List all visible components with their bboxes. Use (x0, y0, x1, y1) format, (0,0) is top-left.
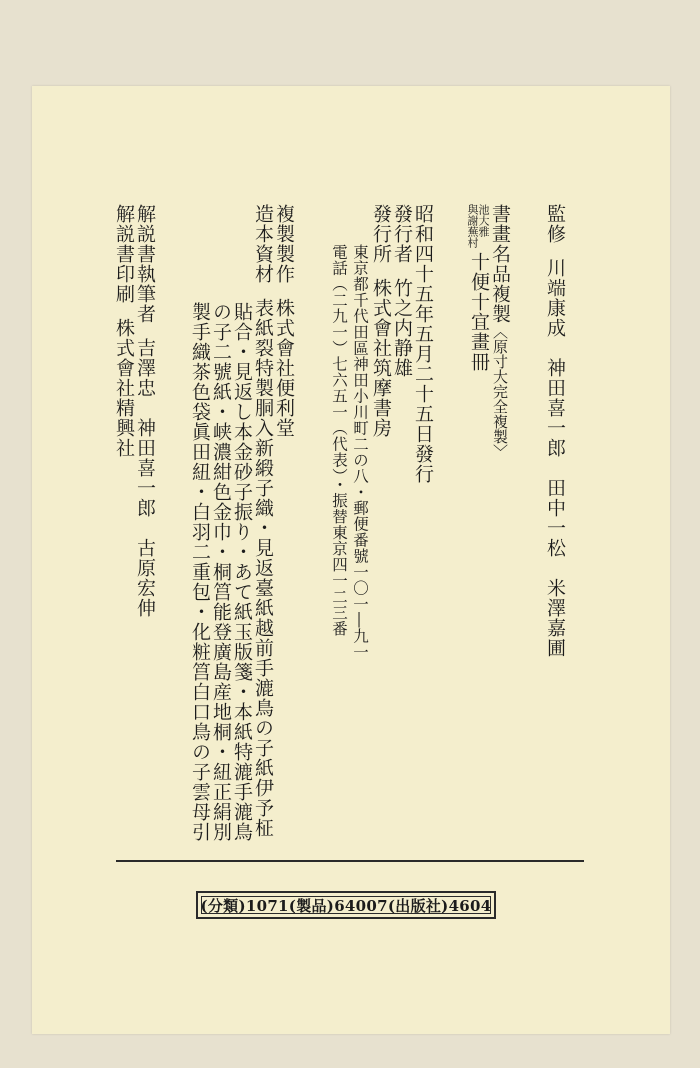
commentary-writers-names: 吉澤忠 神田喜一郎 古原宏伸 (134, 338, 156, 618)
reproduction-label: 複製製作 (273, 204, 295, 284)
materials-line-2: 貼合・見返し本金砂子振り・あて紙玉版箋・本紙特漉手漉鳥 (231, 302, 253, 842)
classification-code: (分類)1071(製品)64007(出版社)4604 (200, 896, 492, 915)
series-title: 書畫名品複製 (489, 204, 511, 324)
publisher-person-label: 發行者 (391, 204, 413, 264)
commentary-printer-label: 解説書印刷 (113, 204, 135, 304)
title-group (467, 204, 510, 844)
supervision-label: 監修 (544, 204, 566, 244)
publisher-phone: 電話（二九一）七六五一（代表）・振替東京四一二三番 (330, 244, 348, 637)
reproduction-line (273, 204, 294, 844)
commentary-printer-line (113, 204, 134, 844)
publisher-company-name: 株式會社筑摩書房 (370, 278, 392, 438)
work-title: 十便十宜畫冊 (468, 252, 490, 372)
work-authors (467, 204, 489, 248)
publisher-company-line (370, 204, 391, 844)
series-line (489, 204, 510, 844)
materials-text-1: 表紙裂特製胴入新緞子織・見返臺紙越前手漉鳥の子紙伊予柾 (252, 298, 274, 838)
materials-label: 造本資材 (252, 204, 274, 284)
header-group (544, 204, 565, 844)
author-yosa-buson: 與謝蕪村 (466, 204, 479, 248)
publisher-address: 東京都千代田區神田小川町二の八・郵便番號一〇一―九一 (351, 244, 369, 660)
series-note: 〈原寸大完全複製〉 (491, 324, 509, 459)
commentary-writers-line (134, 204, 155, 844)
author-ike-taiga: 池大雅 (477, 204, 490, 237)
publisher-person-name: 竹之内静雄 (391, 278, 413, 378)
publication-date: 昭和四十五年五月二十五日發行 (412, 204, 434, 484)
publication-group (328, 204, 433, 844)
materials-line-4: 製手織茶色袋眞田紐・白羽二重包・化粧筥白口鳥の子雲母引 (189, 302, 211, 842)
materials-line-3: の子二號紙・峡濃紺色金巾・桐筥能登廣島産地桐・紐正絹別 (210, 302, 232, 842)
supervision-line (544, 204, 565, 844)
work-line (467, 204, 489, 844)
commentary-writers-label: 解説書執筆者 (134, 204, 156, 324)
reproduction-value: 株式會社便利堂 (273, 298, 295, 438)
production-group (189, 204, 294, 844)
classification-code-box (196, 891, 496, 919)
publisher-person-line (391, 204, 412, 844)
publisher-company-label: 發行所 (370, 204, 392, 264)
materials-line-1 (252, 204, 273, 844)
divider-rule (116, 860, 584, 862)
colophon-text (113, 204, 565, 844)
commentary-printer-name: 株式會社精興社 (113, 318, 135, 458)
supervision-names: 川端康成 神田喜一郎 田中一松 米澤嘉圃 (544, 258, 566, 658)
commentary-group (113, 204, 155, 844)
